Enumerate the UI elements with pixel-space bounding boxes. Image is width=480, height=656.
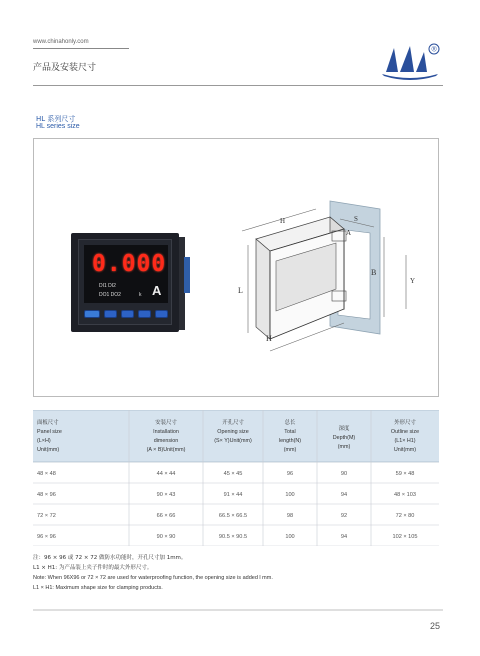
table-cell: 91 × 44 [223,492,243,498]
header-cn: 深度 [338,426,350,432]
header-cn: 总长 [284,420,296,426]
section-title: 产品及安装尺寸 [33,63,97,73]
table-cell: 66 × 66 [156,513,176,519]
header-en: (A × B)Unit(mm) [146,447,186,453]
table-cell: 96 × 96 [37,534,56,540]
header-en: Unit(mm) [393,447,417,453]
table-cell: 90.5 × 90.5 [218,534,248,540]
header-en: Opening size [217,429,249,435]
meter-front [256,239,270,339]
header-en: Unit(mm) [37,447,60,453]
header-en: (S× Y)Unit(mm) [214,438,252,444]
series-title-en: HL series size [36,123,80,130]
table-cell: 44 × 44 [156,471,176,477]
page-number: 25 [429,621,440,631]
table-cell: 48 × 96 [37,492,56,498]
table-header-bg [33,410,439,462]
header-cn: 开孔尺寸 [222,420,244,426]
site-url[interactable]: www.chinahonly.com [33,39,89,45]
table-cell: 90 [340,471,348,477]
header-cn: 安装尺寸 [155,420,177,426]
header-en: (L1× H1) [394,438,416,444]
dim-label-b: B [371,268,377,277]
size-table [33,410,439,546]
series-title-cn: HL 系列尺寸 [36,115,76,123]
unit-letter: A [152,283,162,298]
header-cn: 外形尺寸 [394,420,416,426]
table-cell: 90 × 43 [156,492,176,498]
header-en: (mm) [337,444,351,450]
table-cell: 72 × 80 [395,513,415,519]
note-line: 注：96 × 96 或 72 × 72 做防水功能时，开孔尺寸加 1mm。 [33,555,187,561]
table-cell: 100 [285,492,295,498]
table-cell: 48 × 103 [394,492,416,498]
header-en: Panel size [37,429,62,435]
table-cell: 48 × 48 [37,471,56,477]
header-en: dimension [153,438,179,444]
table-cell: 98 [286,513,294,519]
table-cell: 96 [286,471,294,477]
header-cn: 面板尺寸 [37,420,59,426]
header-en: length(N) [278,438,302,444]
dim-label-h-top: H [280,217,286,225]
header-en: Depth(M) [332,435,356,441]
table-cell: 45 × 45 [223,471,243,477]
page-footer [0,600,480,640]
indicator-k: k [139,292,142,298]
header-en: Total [284,429,296,435]
header-en: (mm) [283,447,297,453]
table-cell: 94 [340,534,348,540]
notes-block [33,552,443,594]
table-cell: 72 × 72 [37,513,56,519]
header-en: (L×H) [37,438,51,444]
dim-label-a: A [346,229,352,237]
led-value: 0.000 [92,251,167,277]
table-row [37,513,414,519]
dim-label-y: Y [410,277,416,285]
table-row [37,492,416,498]
indicator-di: DI1 DI2 [99,283,116,289]
title-rule [33,85,443,86]
table-cell: 90 × 90 [156,534,176,540]
note-line: L1 × H1: Maximum shape size for clamping products. [33,585,163,591]
dim-label-h-bottom: H [266,334,272,343]
indicator-do: DO1 DO2 [99,292,121,298]
note-line: L1 × H1: 为产品装上夹子件时的最大外形尺寸。 [33,565,153,571]
table-row [37,471,414,477]
product-image-frame [33,138,439,397]
table-cell: 92 [340,513,348,519]
installation-drawing [34,139,440,398]
note-line: Note: When 96X96 or 72 × 72 are used for waterproofing function, the opening size is added l mm. [33,575,273,581]
dim-label-l: L [238,286,243,295]
sailboat-logo-icon [380,42,442,82]
url-rule [33,48,129,49]
header-en: Outline size [390,429,420,435]
table-cell: 59 × 48 [395,471,415,477]
table-cell: 66.5 × 66.5 [218,513,248,519]
table-cell: 102 × 105 [392,534,418,540]
header-en: Installation [153,429,179,435]
table-cell: 100 [285,534,295,540]
table-cell: 94 [340,492,348,498]
table-row [37,534,418,540]
registered-mark: ® [431,46,437,54]
dim-label-s: S [354,215,358,223]
